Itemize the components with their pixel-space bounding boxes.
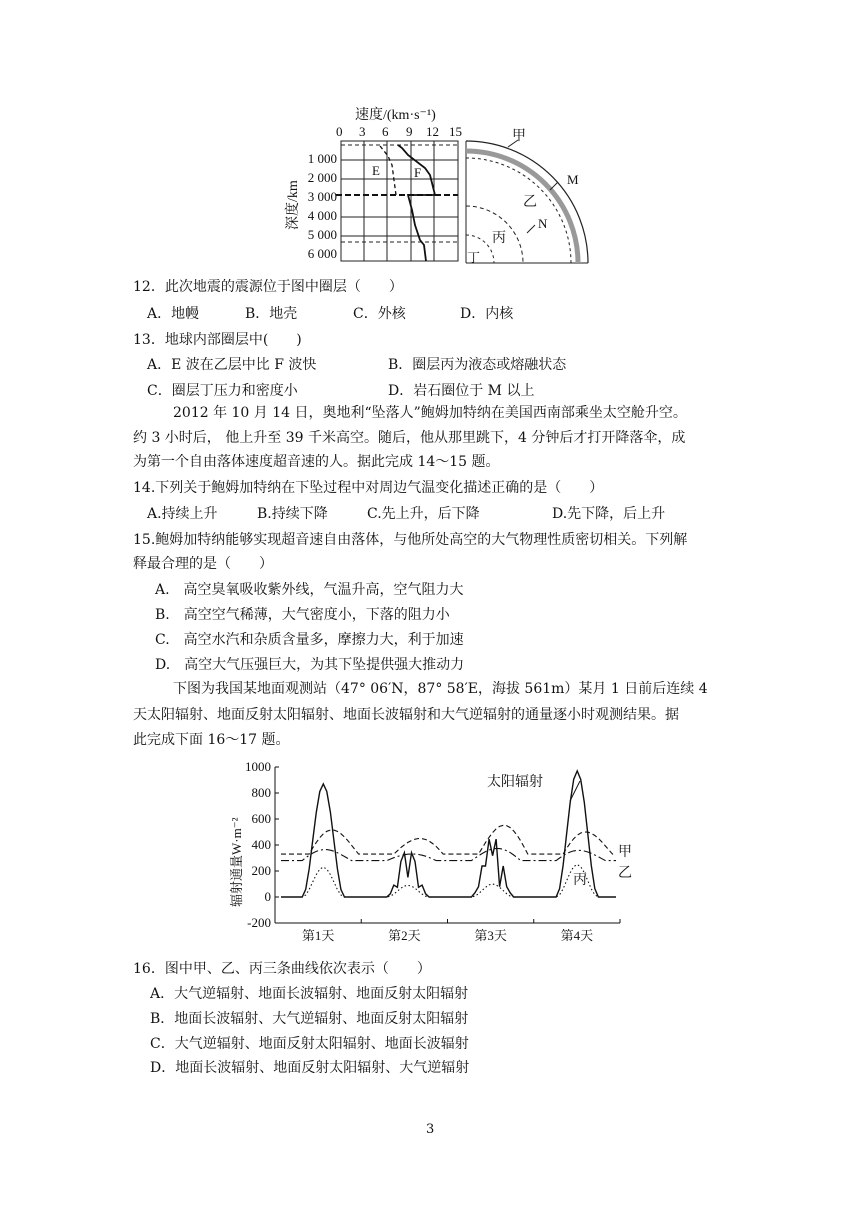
wave-e-label: E bbox=[372, 163, 380, 178]
line-m-label: M bbox=[567, 172, 579, 187]
legend-yi-label: 乙 bbox=[618, 866, 632, 881]
q15-stem-line2: 释最合理的是（ ） bbox=[133, 556, 273, 572]
q14-option-a: A.持续上升 bbox=[147, 506, 218, 522]
x-tick-label: 第3天 bbox=[474, 928, 507, 943]
speed-tick: 15 bbox=[449, 124, 462, 139]
passage2-line3: 此完成下面 16～17 题。 bbox=[133, 732, 290, 748]
q13-option-a: A．E 波在乙层中比 F 波快 bbox=[147, 357, 317, 373]
speed-tick: 3 bbox=[359, 124, 366, 139]
q14-stem: 14.下列关于鲍姆加特纳在下坠过程中对周边气温变化描述正确的是（ ） bbox=[133, 480, 604, 496]
x-tick-label: 第2天 bbox=[388, 928, 421, 943]
q12-option-d: D．内核 bbox=[460, 306, 514, 322]
q16-option-d: D．地面长波辐射、地面反射太阳辐射、大气逆辐射 bbox=[150, 1060, 470, 1076]
q13-stem: 13．地球内部圈层中( ) bbox=[133, 332, 302, 348]
legend-jia-label: 甲 bbox=[618, 845, 632, 860]
passage2-line1: 下图为我国某地面观测站（47° 06′N，87° 58′E，海拔 561m）某月 1 日前后连续 4 bbox=[173, 681, 708, 697]
q14-option-c: C.先上升，后下降 bbox=[367, 506, 480, 522]
y-tick-label: 0 bbox=[264, 889, 271, 904]
depth-ticks bbox=[308, 151, 337, 261]
earth-interior-figure bbox=[280, 100, 610, 275]
series-bing-line bbox=[281, 865, 616, 898]
depth-tick: 4 000 bbox=[307, 208, 337, 223]
layer-bing-label: 丙 bbox=[492, 231, 506, 246]
q15-option-b: B. 高空空气稀薄，大气密度小，下落的阻力小 bbox=[155, 607, 450, 623]
q12-option-b: B．地壳 bbox=[245, 306, 298, 322]
q16-stem: 16．图中甲、乙、丙三条曲线依次表示（ ） bbox=[133, 961, 431, 977]
depth-tick: 2 000 bbox=[307, 170, 337, 185]
solar-radiation-line bbox=[281, 771, 616, 897]
q12-option-a: A．地幔 bbox=[147, 306, 200, 322]
legend-solar-label: 太阳辐射 bbox=[487, 775, 543, 790]
speed-tick: 6 bbox=[382, 124, 389, 139]
q16-option-c: C．大气逆辐射、地面反射太阳辐射、地面长波辐射 bbox=[150, 1036, 469, 1052]
q15-stem-line1: 15.鲍姆加特纳能够实现超音速自由落体，与他所处高空的大气物理性质密切相关。下列解 bbox=[133, 532, 688, 548]
chart-ylabel: 辐射通量W·m⁻² bbox=[229, 817, 244, 907]
passage1-line3: 为第一个自由落体速度超音速的人。据此完成 14～15 题。 bbox=[133, 454, 500, 470]
chart-y-ticks bbox=[245, 759, 271, 930]
y-tick-label: 1000 bbox=[245, 759, 271, 774]
y-tick-label: 800 bbox=[251, 785, 271, 800]
speed-tick: 12 bbox=[426, 124, 439, 139]
layer-jia-label: 甲 bbox=[512, 129, 526, 144]
speed-tick: 9 bbox=[406, 124, 413, 139]
passage1-line2: 约 3 小时后， 他上升至 39 千米高空。随后，他从那里跳下，4 分钟后才打开降落伞，成 bbox=[133, 430, 686, 446]
legend-bing-label: 丙 bbox=[573, 873, 587, 888]
y-tick-label: 600 bbox=[251, 811, 271, 826]
passage2-line2: 天太阳辐射、地面反射太阳辐射、地面长波辐射和大气逆辐射的通量逐小时观测结果。据 bbox=[133, 707, 679, 723]
q15-option-c: C. 高空水汽和杂质含量多，摩擦力大，利于加速 bbox=[155, 632, 464, 648]
q14-option-d: D.先下降，后上升 bbox=[552, 506, 666, 522]
q12-option-c: C．外核 bbox=[353, 306, 406, 322]
wave-e-curve bbox=[380, 146, 396, 195]
layer-yi-label: 乙 bbox=[523, 195, 537, 210]
q15-option-d: D. 高空大气压强巨大，为其下坠提供强大推动力 bbox=[155, 657, 465, 673]
depth-tick: 5 000 bbox=[307, 227, 337, 242]
speed-ticks bbox=[336, 124, 462, 139]
x-tick-label: 第4天 bbox=[560, 928, 594, 943]
q16-option-a: A．大气逆辐射、地面长波辐射、地面反射太阳辐射 bbox=[150, 986, 469, 1002]
speed-tick: 0 bbox=[336, 124, 343, 139]
speed-axis-title: 速度/(km·s⁻¹) bbox=[355, 108, 436, 123]
x-tick-label: 第1天 bbox=[301, 928, 335, 943]
q14-option-b: B.持续下降 bbox=[257, 506, 328, 522]
chart-series bbox=[281, 771, 616, 897]
q13-option-d: D．岩石圈位于 M 以上 bbox=[388, 383, 535, 399]
layer-ding-label: 丁 bbox=[467, 250, 481, 265]
depth-axis-title: 深度/km bbox=[286, 180, 301, 230]
q16-option-b: B．地面长波辐射、大气逆辐射、地面反射太阳辐射 bbox=[150, 1011, 469, 1027]
line-n-label: N bbox=[538, 216, 548, 231]
page-number: 3 bbox=[426, 1122, 435, 1137]
depth-tick: 3 000 bbox=[307, 189, 337, 204]
depth-tick: 1 000 bbox=[307, 151, 337, 166]
radiation-flux-chart bbox=[225, 757, 645, 947]
depth-tick: 6 000 bbox=[307, 246, 337, 261]
velocity-grid bbox=[341, 141, 458, 261]
q15-option-a: A. 高空臭氧吸收紫外线，气温升高，空气阻力大 bbox=[155, 582, 464, 598]
passage1-line1: 2012 年 10 月 14 日，奥地利“坠落人”鲍姆加特纳在美国西南部乘坐太空舱升空。 bbox=[173, 405, 687, 421]
y-tick-label: 200 bbox=[251, 863, 271, 878]
chart-x-ticks bbox=[302, 928, 593, 943]
y-tick-label: 400 bbox=[251, 837, 271, 852]
q12-stem: 12．此次地震的震源位于图中圈层（ ） bbox=[133, 279, 403, 295]
wave-f-label: F bbox=[414, 165, 422, 180]
wave-f-curve bbox=[398, 145, 435, 261]
y-tick-label: -200 bbox=[247, 915, 271, 930]
q13-option-c: C．圈层丁压力和密度小 bbox=[147, 383, 298, 399]
q13-option-b: B．圈层丙为液态或熔融状态 bbox=[388, 357, 567, 373]
